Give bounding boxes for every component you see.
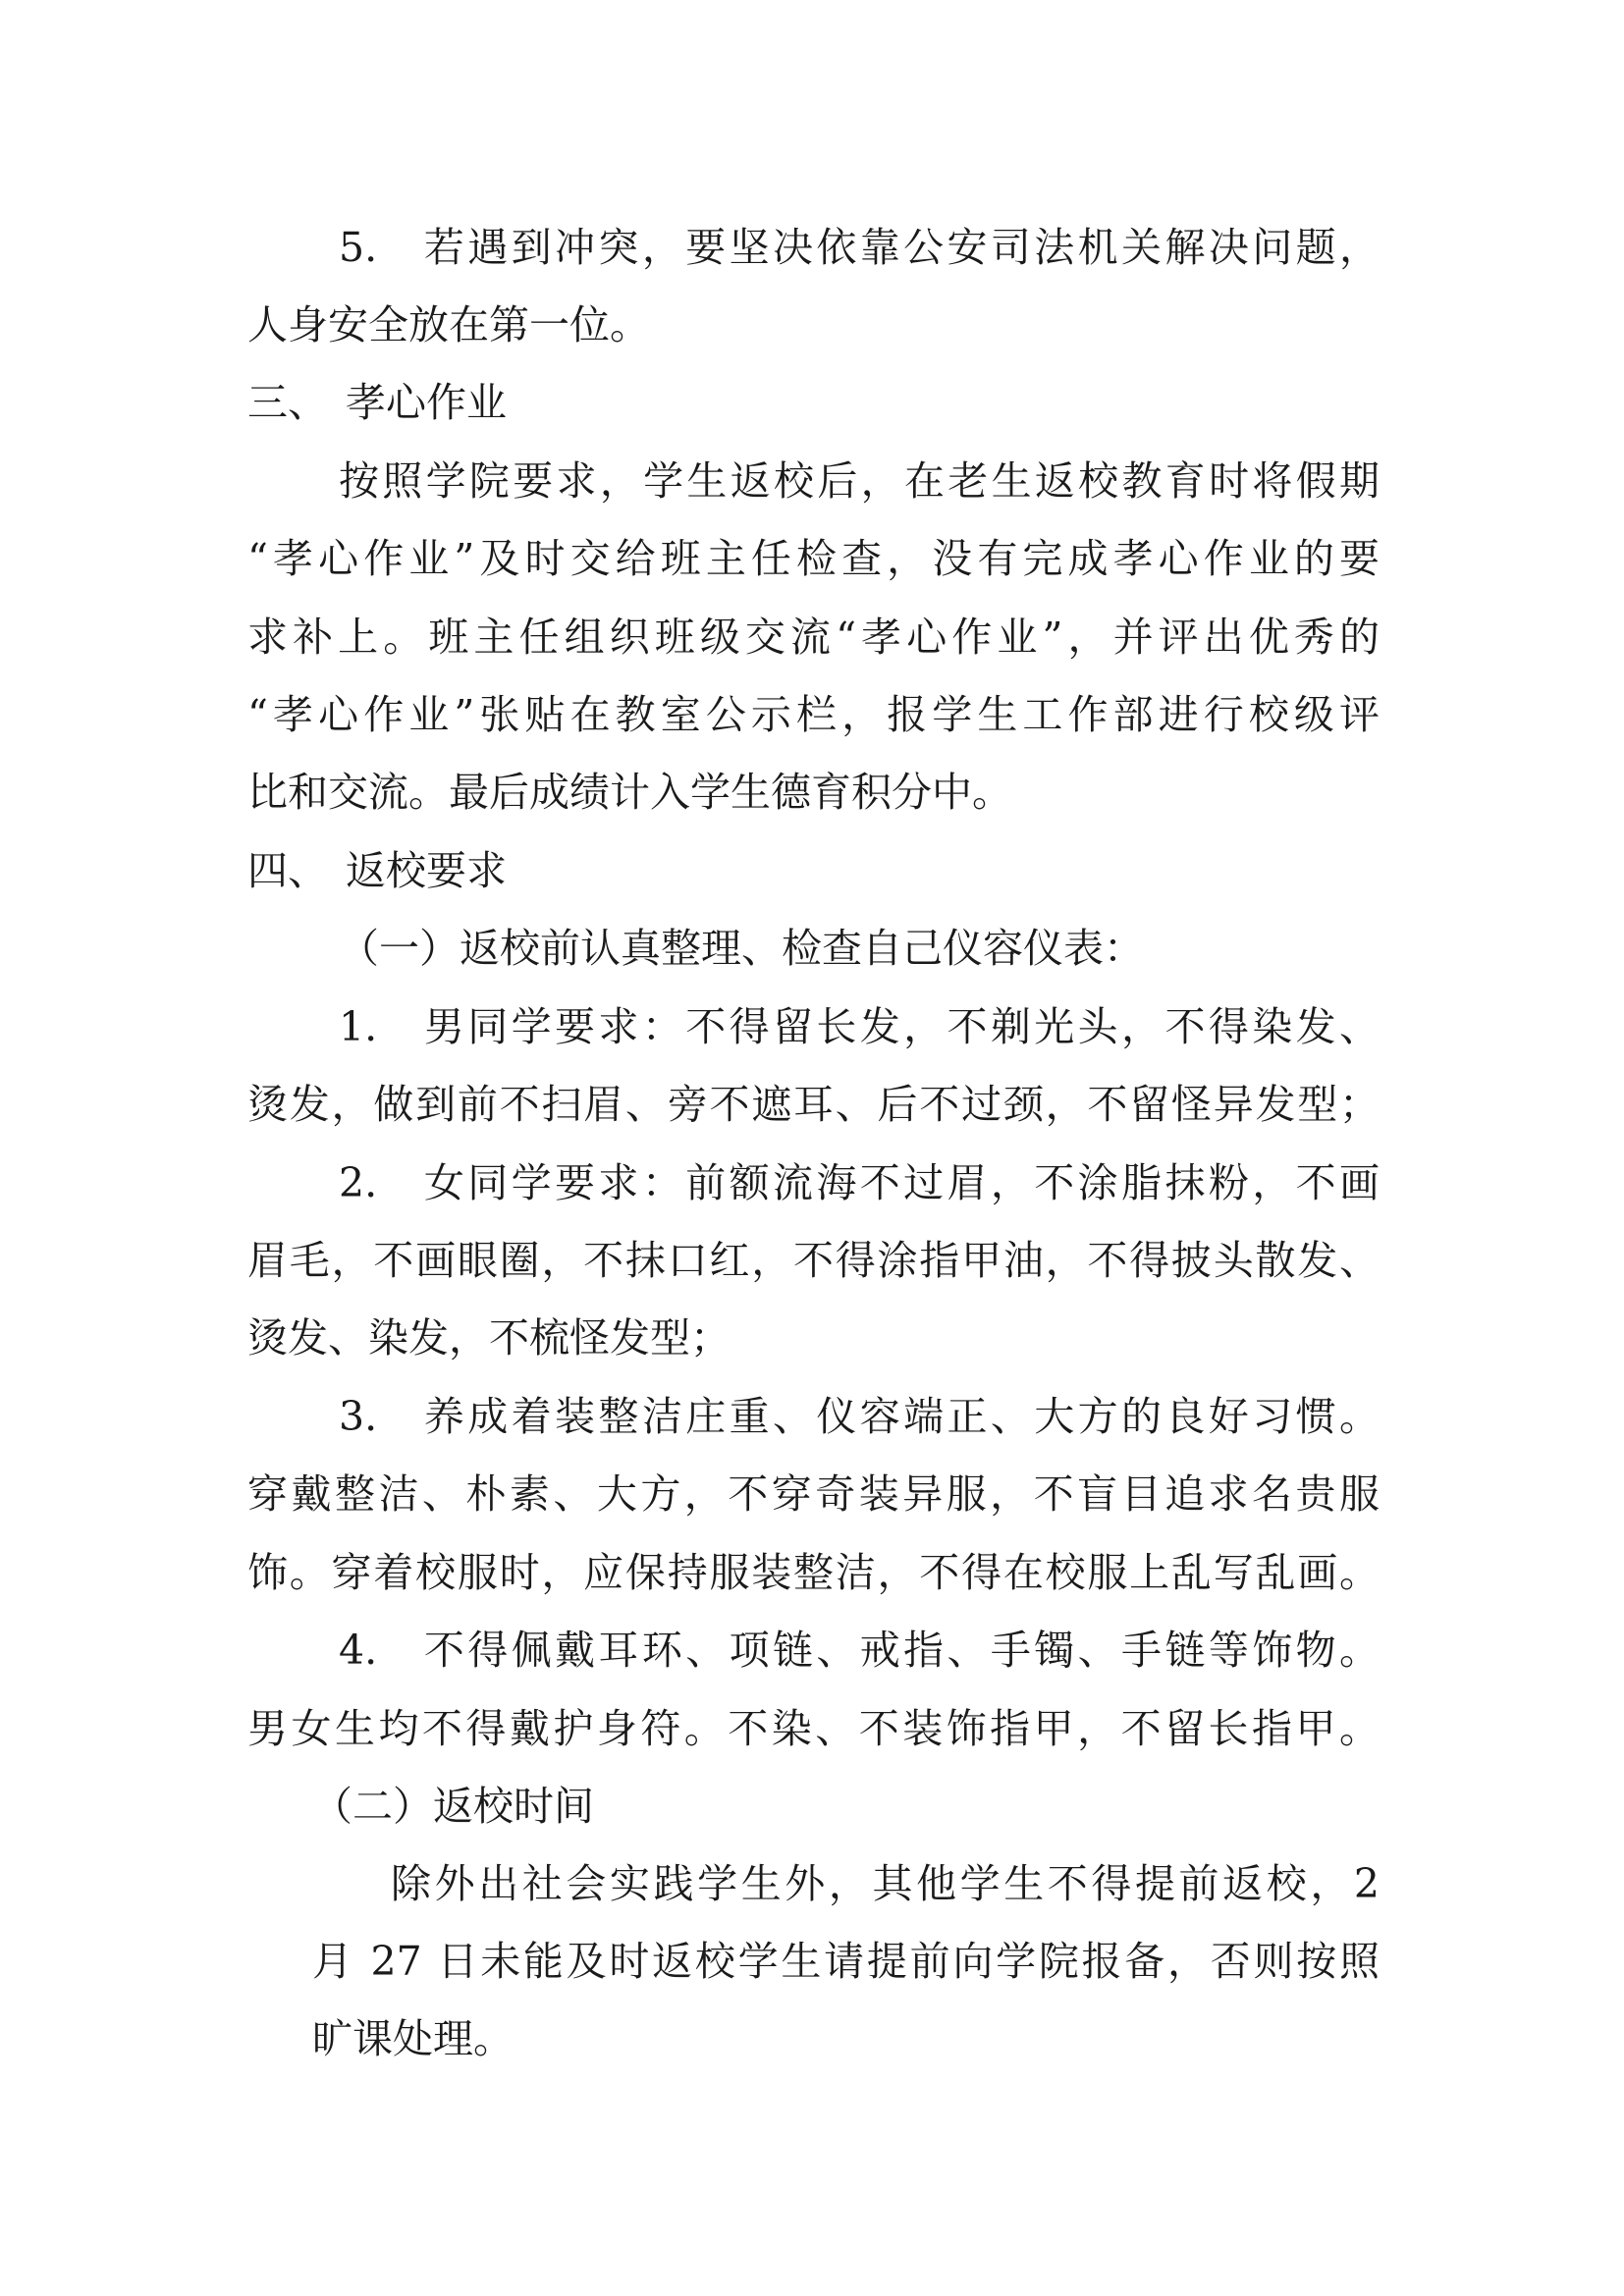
section-3-line-1: 按照学院要求，学生返校后，在老生返校教育时将假期 <box>339 457 1380 505</box>
req-3-line-2: 穿戴整洁、朴素、大方，不穿奇装异服，不盲目追求名贵服 <box>247 1470 1380 1518</box>
req-2-line-3: 烫发、染发，不梳怪发型； <box>247 1314 731 1362</box>
section-3-line-5: 比和交流。最后成绩计入学生德育积分中。 <box>247 769 1012 816</box>
req-2-line-2: 眉毛，不画眼圈，不抹口红，不得涂指甲油，不得披头散发、 <box>247 1237 1380 1284</box>
return-time-line-2: 月 27 日未能及时返校学生请提前向学院报备，否则按照 <box>312 1938 1380 1985</box>
subsection-1-title: （一）返校前认真整理、检查自己仪容仪表： <box>339 925 1144 972</box>
section-4-heading <box>247 841 507 900</box>
item-5-line-2: 人身安全放在第一位。 <box>247 301 650 348</box>
section-3-line-2: “孝心作业”及时交给班主任检查，没有完成孝心作业的要 <box>247 535 1380 582</box>
section-3-title: 孝心作业 <box>346 379 507 426</box>
return-time-line-1: 除外出社会实践学生外，其他学生不得提前返校，2 <box>391 1860 1380 1907</box>
item-5-line-1: 5. 若遇到冲突，要坚决依靠公安司法机关解决问题， <box>339 224 1380 271</box>
req-4-line-1: 4. 不得佩戴耳环、项链、戒指、手镯、手链等饰物。 <box>339 1627 1380 1674</box>
req-3-line-1: 3. 养成着装整洁庄重、仪容端正、大方的良好习惯。 <box>339 1393 1380 1440</box>
section-3-number: 三、 <box>247 379 328 426</box>
return-time-line-3: 旷课处理。 <box>312 2015 514 2062</box>
section-4-title: 返校要求 <box>346 847 507 894</box>
req-2-line-1: 2. 女同学要求：前额流海不过眉，不涂脂抹粉，不画 <box>339 1159 1380 1206</box>
req-1-line-2: 烫发，做到前不扫眉、旁不遮耳、后不过颈，不留怪异发型； <box>247 1081 1380 1128</box>
section-3-line-4: “孝心作业”张贴在教室公示栏，报学生工作部进行校级评 <box>247 691 1380 738</box>
section-3-line-3: 求补上。班主任组织班级交流“孝心作业”，并评出优秀的 <box>247 614 1380 661</box>
subsection-2-title: （二）返校时间 <box>312 1783 594 1830</box>
req-4-line-2: 男女生均不得戴护身符。不染、不装饰指甲，不留长指甲。 <box>247 1705 1380 1752</box>
section-3-heading <box>247 373 507 432</box>
req-1-line-1: 1. 男同学要求：不得留长发，不剃光头，不得染发、 <box>339 1003 1380 1050</box>
section-4-number: 四、 <box>247 847 328 894</box>
req-3-line-3: 饰。穿着校服时，应保持服装整洁，不得在校服上乱写乱画。 <box>247 1549 1380 1596</box>
